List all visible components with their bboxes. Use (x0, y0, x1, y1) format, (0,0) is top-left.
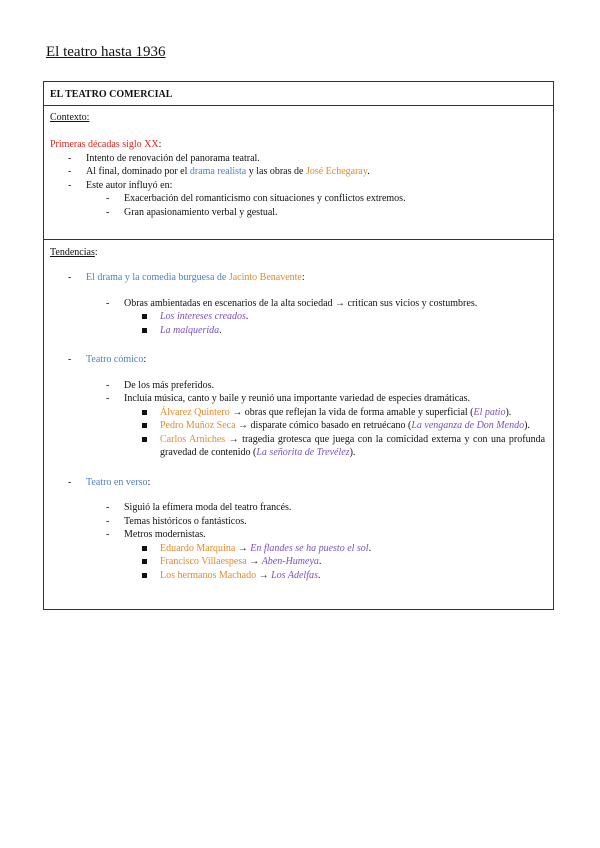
tendency-label: Teatro cómico (86, 354, 144, 365)
tendency-colon: : (147, 476, 151, 488)
dash-bullet: - (106, 206, 110, 218)
work-title: Los Adelfas (271, 569, 318, 581)
context-box (43, 105, 554, 240)
square-bullet (142, 437, 147, 442)
tendency-author: Jacinto Benavente (228, 272, 302, 283)
sub-list-item-text: Gran apasionamiento verbal y gestual. (124, 206, 278, 218)
author-entry (50, 433, 553, 460)
dash-bullet: - (68, 354, 72, 365)
author-name: Eduardo Marquina (160, 542, 236, 554)
tendency-comico (50, 353, 553, 367)
section-header-box (43, 81, 554, 106)
square-bullet (142, 423, 147, 428)
square-bullet (142, 559, 147, 564)
work-title: La malquerida (160, 324, 220, 336)
author-desc: → obras que reflejan la vida de forma amable y superficial ( (229, 406, 474, 418)
context-heading: Contexto: (50, 112, 90, 123)
sub-list-item-text: Obras ambientadas en escenarios de la alta sociedad → critican sus vicios y costumbres. (124, 297, 478, 309)
sub-list-item-text: Metros modernistas. (124, 529, 206, 540)
dash-bullet: - (106, 193, 110, 204)
dash-bullet: - (68, 476, 72, 488)
dash-bullet: - (68, 166, 72, 177)
dash-bullet: - (106, 529, 110, 540)
sub-list-item (50, 515, 553, 529)
author-entry (50, 419, 553, 433)
dash-bullet: - (106, 502, 110, 513)
list-item-text: Intento de renovación del panorama teatral. (86, 152, 260, 164)
period-label: Primeras décadas siglo XX (50, 139, 159, 150)
author-desc: → disparate cómico basado en retruécano ( (235, 420, 412, 431)
author-entry (50, 542, 553, 556)
highlight-drama-realista: drama realista (189, 166, 247, 177)
close-paren: ). (524, 420, 530, 431)
highlight-author: José Echegaray (305, 166, 368, 177)
list-item-text: Este autor influyó en: (86, 179, 173, 191)
author-entry (50, 406, 553, 420)
list-item (50, 152, 553, 166)
work-title: El patio (473, 406, 506, 418)
tendencies-box (43, 239, 554, 610)
tendencies-heading: Tendencias (50, 247, 95, 258)
sub-list-item-text: Exacerbación del romanticismo con situaciones y conflictos extremos. (124, 193, 406, 204)
author-name: Francisco Villaespesa (160, 556, 247, 567)
tendency-label: El drama y la comedia burguesa de (86, 272, 229, 283)
author-name: Pedro Muñoz Seca (160, 420, 236, 431)
period-line (50, 138, 553, 152)
author-entry (50, 569, 553, 583)
sub-list-item-text: Temas históricos o fantásticos. (124, 515, 247, 527)
square-bullet (142, 410, 147, 415)
tendencies-colon: : (94, 247, 98, 258)
list-item (50, 179, 553, 193)
arrow: → (256, 569, 272, 581)
dash-bullet: - (106, 515, 110, 527)
tendency-colon: : (143, 354, 147, 365)
close-paren: ). (505, 406, 512, 418)
period: . (318, 556, 322, 567)
work-title: La venganza de Don Mendo (411, 420, 525, 431)
author-name: Los hermanos Machado (160, 569, 257, 581)
dash-bullet: - (68, 179, 72, 191)
square-bullet (142, 314, 147, 319)
dash-bullet: - (106, 393, 110, 404)
square-bullet (142, 546, 147, 551)
sub-list-item (50, 392, 553, 406)
work-title: La señorita de Trevélez (256, 447, 350, 458)
period-colon: : (158, 139, 162, 150)
page-title: El teatro hasta 1936 (46, 44, 166, 60)
work-title: Los intereses creados (160, 311, 246, 322)
list-item-text: . (367, 166, 370, 177)
sub-list-item (50, 528, 553, 542)
tendency-verso (50, 476, 553, 490)
work-item: Los intereses creados. (50, 310, 553, 324)
sub-list-item (50, 297, 553, 311)
sub-list-item-text: Incluía música, canto y baile y reunió una importante variedad de especies dramáticas. (124, 393, 470, 404)
work-title: Aben-Humeya (261, 556, 319, 567)
section-header: EL TEATRO COMERCIAL (50, 89, 173, 100)
dash-bullet: - (68, 152, 72, 164)
sub-list-item (50, 192, 553, 206)
author-name: Álvarez Quintero (160, 406, 230, 418)
tendency-label: Teatro en verso (86, 476, 148, 488)
author-name: Carlos Arniches (160, 433, 226, 445)
sub-list-item (50, 501, 553, 515)
close-paren: ). (349, 447, 356, 458)
work-item: La malquerida. (50, 324, 553, 338)
dash-bullet: - (68, 272, 72, 283)
sub-list-item-text: Siguió la efímera moda del teatro francés. (124, 502, 292, 513)
dash-bullet: - (106, 297, 110, 309)
sub-list-item (50, 379, 553, 393)
dash-bullet: - (106, 379, 110, 391)
list-item-text: y las obras de (246, 166, 306, 177)
period: . (368, 542, 372, 554)
author-entry (50, 555, 553, 569)
period: . (317, 569, 321, 581)
list-item-text: Al final, dominado por el (86, 166, 190, 177)
square-bullet (142, 328, 147, 333)
sub-list-item-text: De los más preferidos. (124, 379, 214, 391)
sub-list-item (50, 206, 553, 220)
tendency-colon: : (301, 272, 305, 283)
list-item (50, 165, 553, 179)
tendencies-heading-line (50, 247, 553, 259)
arrow: → (235, 542, 251, 554)
author-desc: → tragedia grotesca que juega con la comicidad externa y con una profunda gravedad de contenido ( (160, 433, 546, 458)
arrow: → (246, 556, 262, 567)
work-title: En flandes se ha puesto el sol (250, 542, 369, 554)
tendency-drama (50, 271, 553, 285)
square-bullet (142, 573, 147, 578)
